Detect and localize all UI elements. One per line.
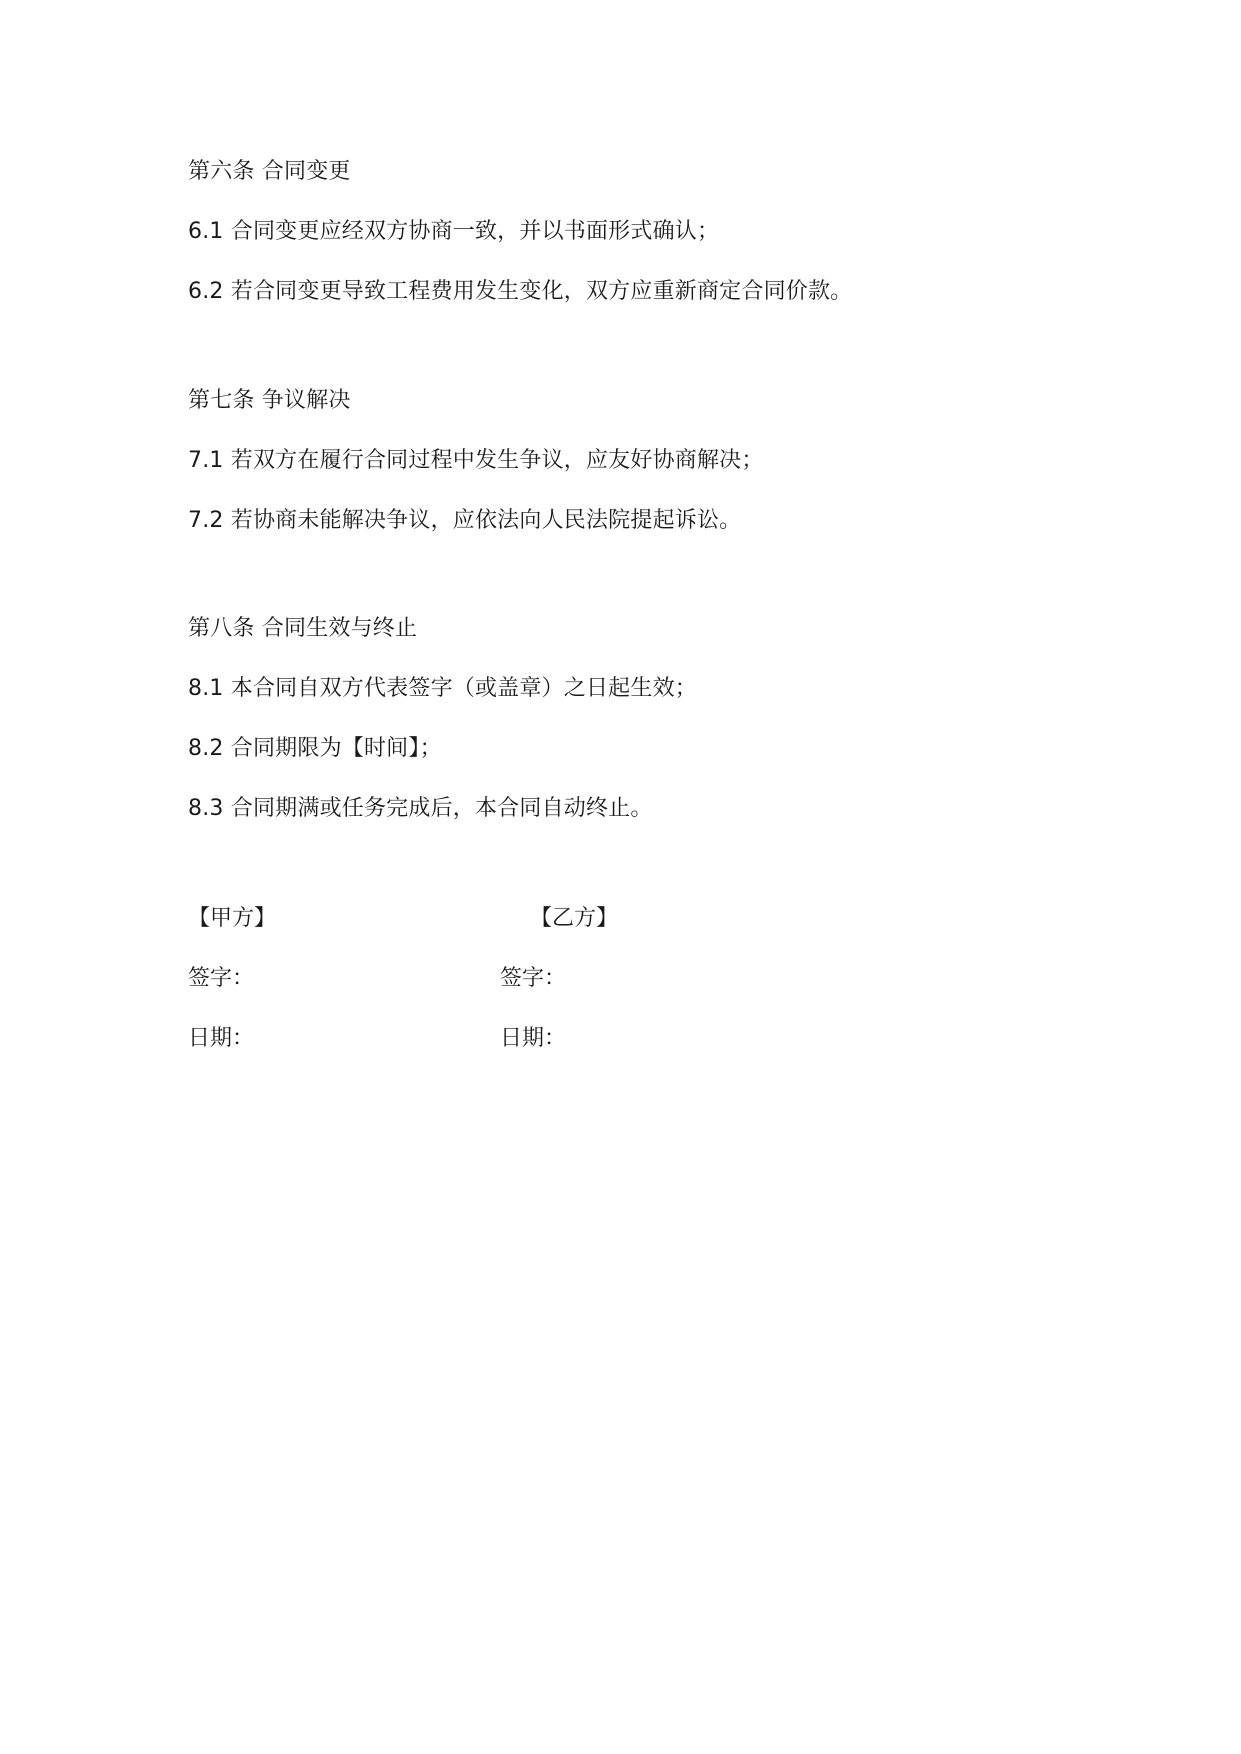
party-b-date-label: 日期： xyxy=(500,1026,567,1051)
clause-8-1: 8.1 本合同自双方代表签字（或盖章）之日起生效； xyxy=(188,676,697,701)
clause-6-1: 6.1 合同变更应经双方协商一致，并以书面形式确认； xyxy=(188,219,720,244)
clause-7-1: 7.1 若双方在履行合同过程中发生争议，应友好协商解决； xyxy=(188,448,764,473)
party-a-date-label: 日期： xyxy=(188,1026,255,1051)
section-heading-7: 第七条 争议解决 xyxy=(188,388,351,413)
clause-8-2: 8.2 合同期限为【时间】； xyxy=(188,736,442,761)
section-heading-6: 第六条 合同变更 xyxy=(188,159,351,184)
party-b-sign-label: 签字： xyxy=(500,966,567,991)
clause-8-3: 8.3 合同期满或任务完成后，本合同自动终止。 xyxy=(188,796,653,821)
party-b-title: 【乙方】 xyxy=(530,906,619,931)
clause-7-2: 7.2 若协商未能解决争议，应依法向人民法院提起诉讼。 xyxy=(188,508,742,533)
clause-6-2: 6.2 若合同变更导致工程费用发生变化，双方应重新商定合同价款。 xyxy=(188,279,853,304)
section-heading-8: 第八条 合同生效与终止 xyxy=(188,616,418,641)
party-a-sign-label: 签字： xyxy=(188,966,255,991)
party-a-title: 【甲方】 xyxy=(188,906,277,931)
